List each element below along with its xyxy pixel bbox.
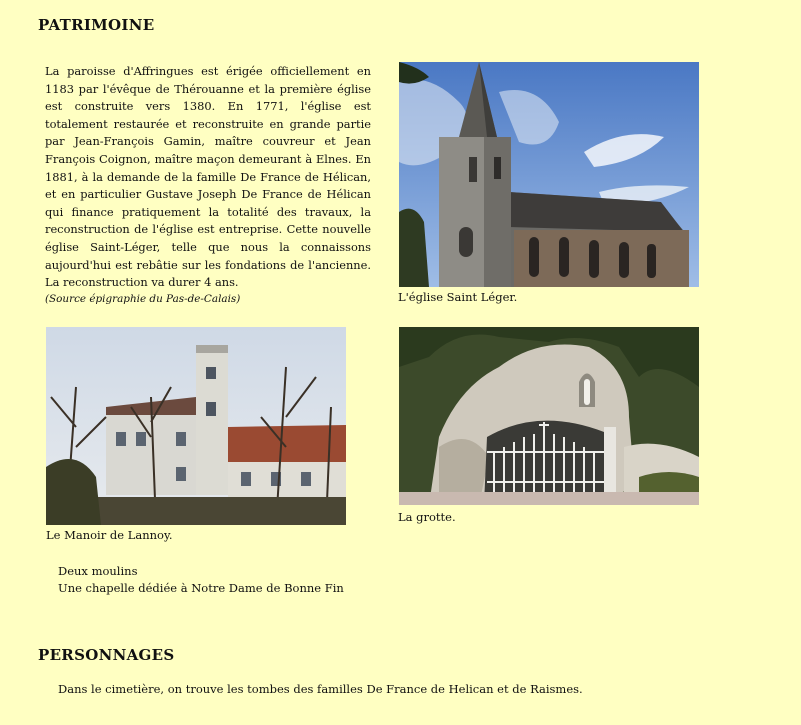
church-photo [399, 62, 699, 287]
manor-caption: Le Manoir de Lannoy. [46, 528, 173, 542]
section-heading-patrimoine: PATRIMOINE [38, 16, 155, 34]
heritage-list [58, 563, 344, 597]
church-caption: L'église Saint Léger. [398, 290, 518, 304]
intro-paragraph: La paroisse d'Affringues est érigée officiellement en 1183 par l'évêque de Thérouanne et la première église est construite vers 1380. En 1771, l'église est totalement restaurée et reconstruite en grande partie par Jean-François Gamin, maître couvreur et Jean François Coignon, maître maçon demeurant à Elnes. En 1881, à la demande de la famille De France de Hélican, et en particulier Gustave Joseph De France de Hélican qui finance pratiquement la totalité des travaux, la reconstruction de l'église est entreprise. Cette nouvelle église Saint-Léger, telle que nous la connaissons aujourd'hui est rebâtie sur les fondations de l'ancienne. La reconstruction va durer 4 ans. [45, 64, 371, 290]
grotto-photo [399, 327, 699, 505]
intro-text-block [45, 63, 371, 306]
list-item: Deux moulins [58, 564, 138, 578]
grotto-caption: La grotte. [398, 510, 456, 524]
section-heading-personnages: PERSONNAGES [38, 646, 175, 664]
list-item: Une chapelle dédiée à Notre Dame de Bonne Fin [58, 581, 344, 595]
manor-photo [46, 327, 346, 525]
source-note: (Source épigraphie du Pas-de-Calais) [45, 292, 241, 305]
personnages-text: Dans le cimetière, on trouve les tombes des familles De France de Helican et de Raismes. [58, 682, 583, 696]
